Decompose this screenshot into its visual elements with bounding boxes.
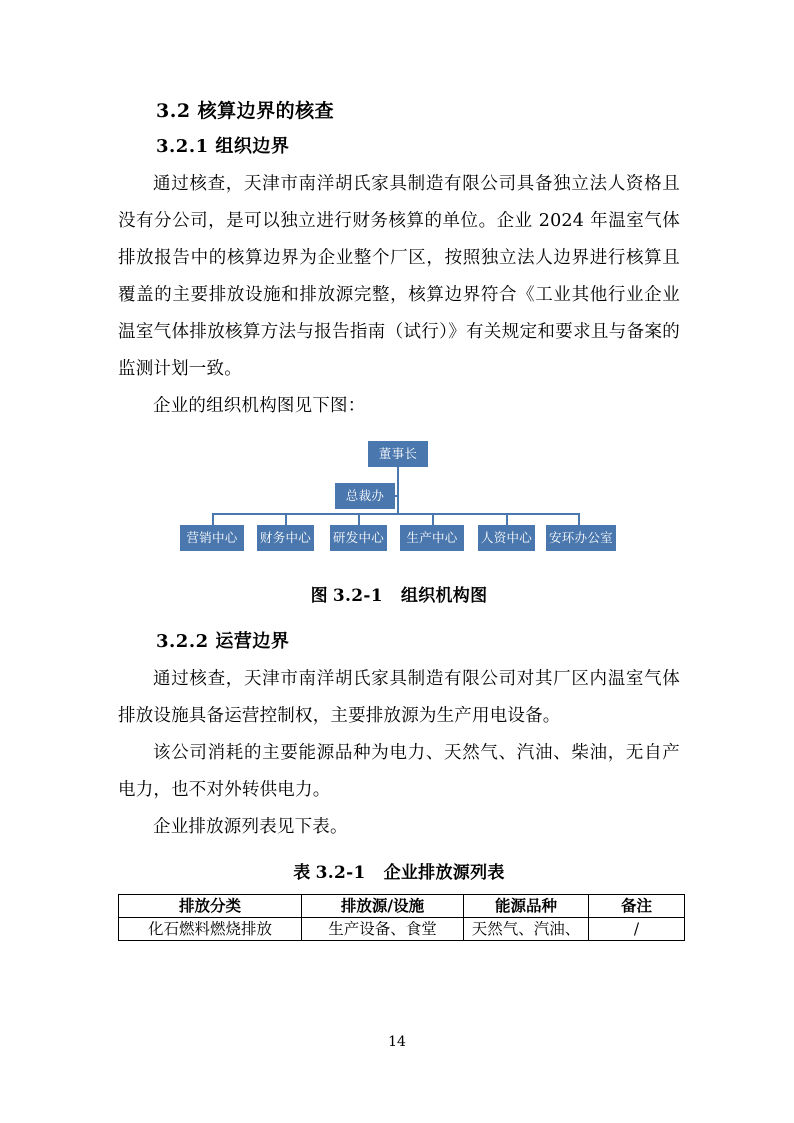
paragraph-organizational-boundary: 通过核查，天津市南洋胡氏家具制造有限公司具备独立法人资格且没有分公司，是可以独立进行财务核算的单位。企业 2024 年温室气体排放报告中的核算边界为企业整个厂区，按照独立法人边界进行核算且覆盖的主要排放设施和排放源完整，核算边界符合《工业其他行业企业温室气体排放核算方法与报告指南（试行）》有关规定和要求且与备案的监测计划一致。 [118,174,680,379]
table-header-energy-type: 能源品种 [464,895,589,918]
table-header-emission-category: 排放分类 [119,895,302,918]
paragraph-table-lead-in: 企业排放源列表见下表。 [153,817,348,837]
figure-caption-title: 组织机构图 [400,586,488,606]
org-node-president-office-label: 总裁办 [345,488,385,503]
org-node-department-rd-label: 研发中心 [332,530,385,545]
table-header-row [119,895,685,918]
table-caption-title: 企业排放源列表 [383,863,505,883]
org-node-department-marketing [180,525,244,551]
figure-caption-label: 图 [310,586,328,606]
org-node-chairman [368,441,428,467]
org-connector-drop-3 [358,513,360,525]
heading-3-2: 3.2 核算边界的核查 [156,100,335,122]
org-node-department-production-label: 生产中心 [406,530,458,545]
org-connector-spine [397,467,399,514]
page-content [118,96,680,941]
org-node-department-hr [478,525,535,551]
org-connector-bus [212,513,580,515]
org-node-department-rd [330,525,387,551]
table-cell-emission-source: 生产设备、食堂 [302,918,464,941]
org-connector-drop-6 [578,513,580,525]
table-caption-number: 3.2-1 [315,863,366,883]
org-connector-drop-2 [285,513,287,525]
org-node-department-finance [257,525,314,551]
org-node-department-production [400,525,464,551]
table-cell-energy-type: 天然气、汽油、 [464,918,589,941]
org-node-chairman-label: 董事长 [378,446,418,461]
organization-chart [118,437,680,569]
table-cell-remark: / [589,918,685,941]
table-cell-emission-category: 化石燃料燃烧排放 [119,918,302,941]
org-connector-drop-4 [432,513,434,525]
table-caption-label: 表 [293,863,311,883]
figure-caption-number: 3.2-1 [332,586,383,606]
org-connector-drop-1 [212,513,214,525]
org-node-department-safety-office-label: 安环办公室 [548,530,613,545]
org-node-department-hr-label: 人资中心 [480,530,533,545]
table-header-emission-source: 排放源/设施 [302,895,464,918]
org-connector-drop-5 [506,513,508,525]
org-connector-president-stub [395,495,399,497]
page-number: 14 [388,1034,406,1050]
emission-source-table [118,894,685,941]
org-node-president-office [335,483,395,509]
paragraph-energy-types: 该公司消耗的主要能源品种为电力、天然气、汽油、柴油，无自产电力，也不对外转供电力。 [118,743,680,800]
paragraph-operational-boundary: 通过核查，天津市南洋胡氏家具制造有限公司对其厂区内温室气体排放设施具备运营控制权，主要排放源为生产用电设备。 [118,669,680,726]
heading-3-2-2: 3.2.2 运营边界 [156,631,290,652]
paragraph-org-chart-lead-in: 企业的组织机构图见下图： [153,396,366,416]
org-node-department-safety-office [546,525,616,551]
org-node-department-finance-label: 财务中心 [259,530,312,545]
org-node-department-marketing-label: 营销中心 [186,530,238,545]
table-caption [118,858,680,888]
table-row [119,918,685,941]
spacer-after-figure [118,611,680,627]
heading-3-2-1: 3.2.1 组织边界 [156,136,290,157]
table-header-remark: 备注 [589,895,685,918]
figure-caption [118,581,680,611]
